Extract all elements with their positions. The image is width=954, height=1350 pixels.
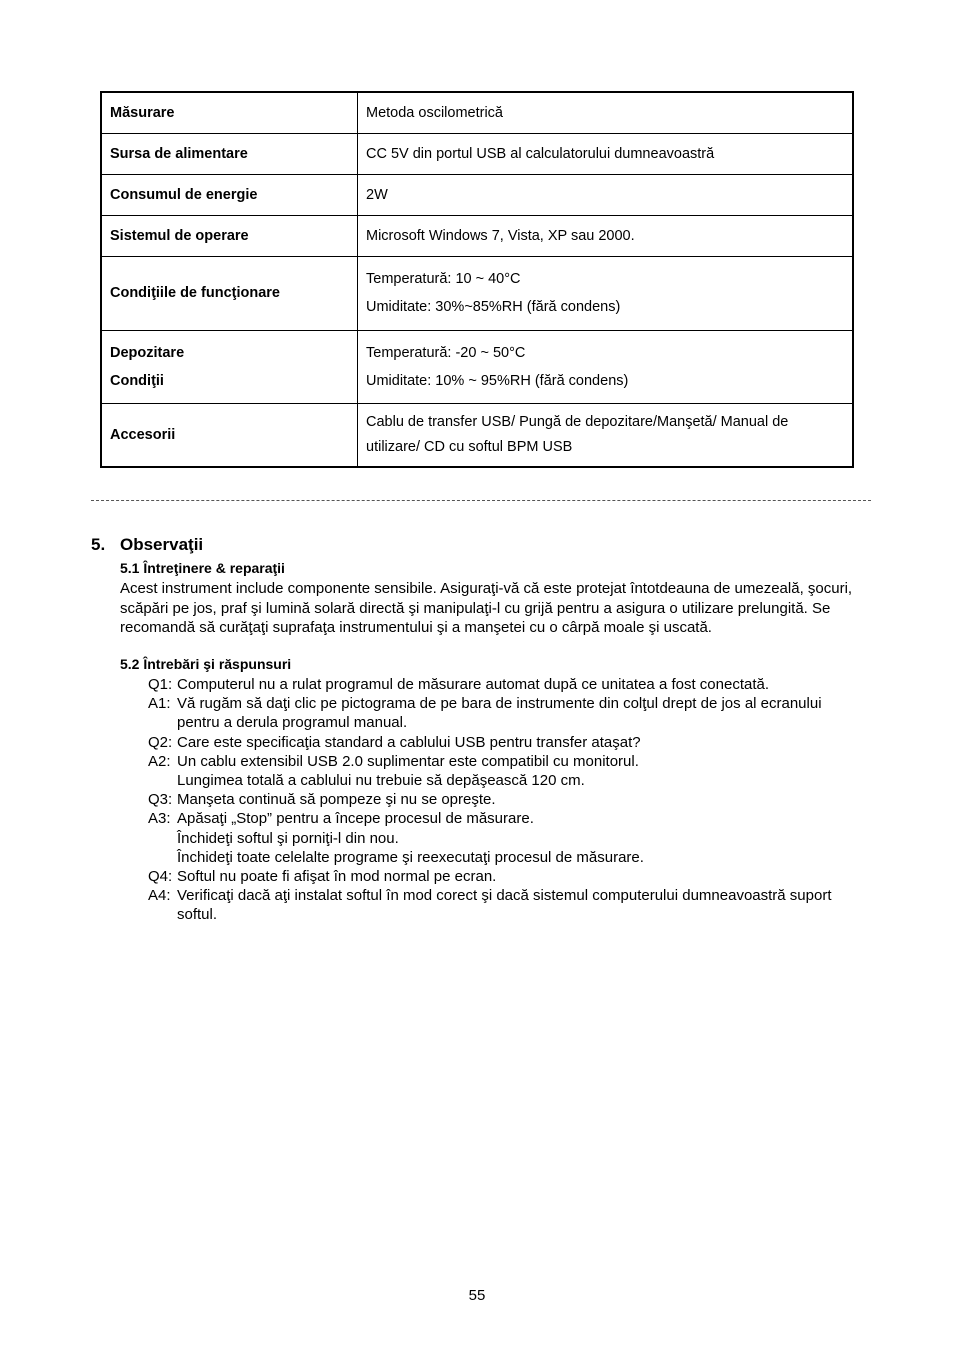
spec-value [358, 330, 854, 403]
maintenance-paragraph: Acest instrument include componente sensibile. Asiguraţi-vă că este protejat întotdeauna de umezeală, şocuri, scăpări pe jos, praf şi lumină solară directă şi manipulaţi-l cu grijă pentru a asigura o utilizare prelungită. Se recomandă să curăţaţi suprafaţa instrumentului şi a manşetei cu o cârpă moale şi uscată. [120, 580, 853, 636]
faq-item [148, 675, 868, 694]
faq-line: Computerul nu a rulat programul de măsurare automat după ce unitatea a fost conectată. [177, 676, 770, 693]
faq-label: Q4: [148, 868, 173, 886]
spec-value-line: Temperatură: -20 ~ 50°C [366, 344, 526, 361]
spec-value: Microsoft Windows 7, Vista, XP sau 2000. [358, 215, 854, 256]
spec-value [358, 403, 854, 467]
dashed-divider [91, 500, 871, 501]
spec-value: CC 5V din portul USB al calculatorului dumneavoastră [358, 133, 854, 174]
spec-row-power-source [101, 133, 853, 174]
faq-line: Care este specificaţia standard a cablului USB pentru transfer ataşat? [177, 733, 641, 751]
page-number: 55 [468, 1287, 486, 1304]
faq-list [148, 675, 868, 925]
faq-item [148, 694, 868, 732]
faq-item [148, 790, 868, 809]
faq-label: Q1: [148, 676, 173, 693]
faq-line: Vă rugăm să daţi clic pe pictograma de pe bara de instrumente din colţul drept de jos al ecranului pentru a derula programul manual. [177, 695, 822, 732]
spec-value-text: Cablu de transfer USB/ Pungă de depozitare/Manşetă/ Manual de utilizare/ CD cu softul BPM USB [366, 413, 789, 455]
faq-label: Q3: [148, 791, 173, 809]
spec-row-measurement [101, 92, 853, 133]
faq-label: A2: [148, 752, 171, 770]
spec-value-line: Umiditate: 10% ~ 95%RH (fără condens) [366, 372, 629, 389]
faq-line: Închideţi toate celelalte programe şi reexecutaţi procesul de măsurare. [177, 848, 644, 866]
spec-key-line: Condiţii [110, 372, 164, 389]
spec-row-storage-conditions [101, 330, 853, 403]
section-title-text: Observaţii [120, 535, 204, 554]
faq-label: A1: [148, 695, 171, 713]
spec-row-accessories [101, 403, 853, 467]
spec-key: Accesorii [101, 403, 358, 467]
spec-key: Sistemul de operare [101, 215, 358, 256]
faq-line: Manşeta continuă să pompeze şi nu se opreşte. [177, 791, 496, 809]
spec-key-line: Depozitare [110, 344, 185, 361]
spec-key: Sursa de alimentare [101, 133, 358, 174]
spec-row-operating-conditions [101, 256, 853, 330]
faq-line: Un cablu extensibil USB 2.0 suplimentar este compatibil cu monitorul. [177, 752, 639, 770]
spec-key: Condiţiile de funcţionare [101, 256, 358, 330]
subsection-title-faq: 5.2 Întrebări şi răspunsuri [120, 656, 292, 672]
faq-label: A3: [148, 810, 171, 828]
faq-item [148, 809, 868, 867]
faq-label: A4: [148, 887, 171, 905]
faq-item [148, 733, 868, 752]
spec-key: Măsurare [101, 92, 358, 133]
faq-line: Apăsaţi „Stop” pentru a începe procesul de măsurare. [177, 810, 534, 828]
spec-row-operating-system [101, 215, 853, 256]
faq-item [148, 886, 868, 924]
spec-row-power-consumption [101, 174, 853, 215]
faq-line: Verificaţi dacă aţi instalat softul în mod corect şi dacă sistemul computerului dumneavoastră suport softul. [177, 887, 832, 924]
spec-value-line: Temperatură: 10 ~ 40°C [366, 271, 521, 287]
section-title [91, 535, 203, 555]
spec-key: Consumul de energie [101, 174, 358, 215]
specifications-table [100, 91, 854, 468]
subsection-title-maintenance: 5.1 Întreţinere & reparaţii [120, 560, 285, 576]
section-number: 5. [91, 535, 106, 554]
spec-value-line: Umiditate: 30%~85%RH (fără condens) [366, 299, 621, 315]
faq-line: Lungimea totală a cablului nu trebuie să depăşească 120 cm. [177, 772, 585, 790]
spec-key [101, 330, 358, 403]
spec-value: Metoda oscilometrică [358, 92, 854, 133]
faq-line: Softul nu poate fi afişat în mod normal pe ecran. [177, 868, 497, 886]
faq-label: Q2: [148, 733, 173, 751]
faq-line: Închideţi softul şi porniţi-l din nou. [177, 829, 399, 847]
spec-value: 2W [358, 174, 854, 215]
faq-item [148, 867, 868, 886]
spec-value [358, 256, 854, 330]
faq-item [148, 752, 868, 790]
